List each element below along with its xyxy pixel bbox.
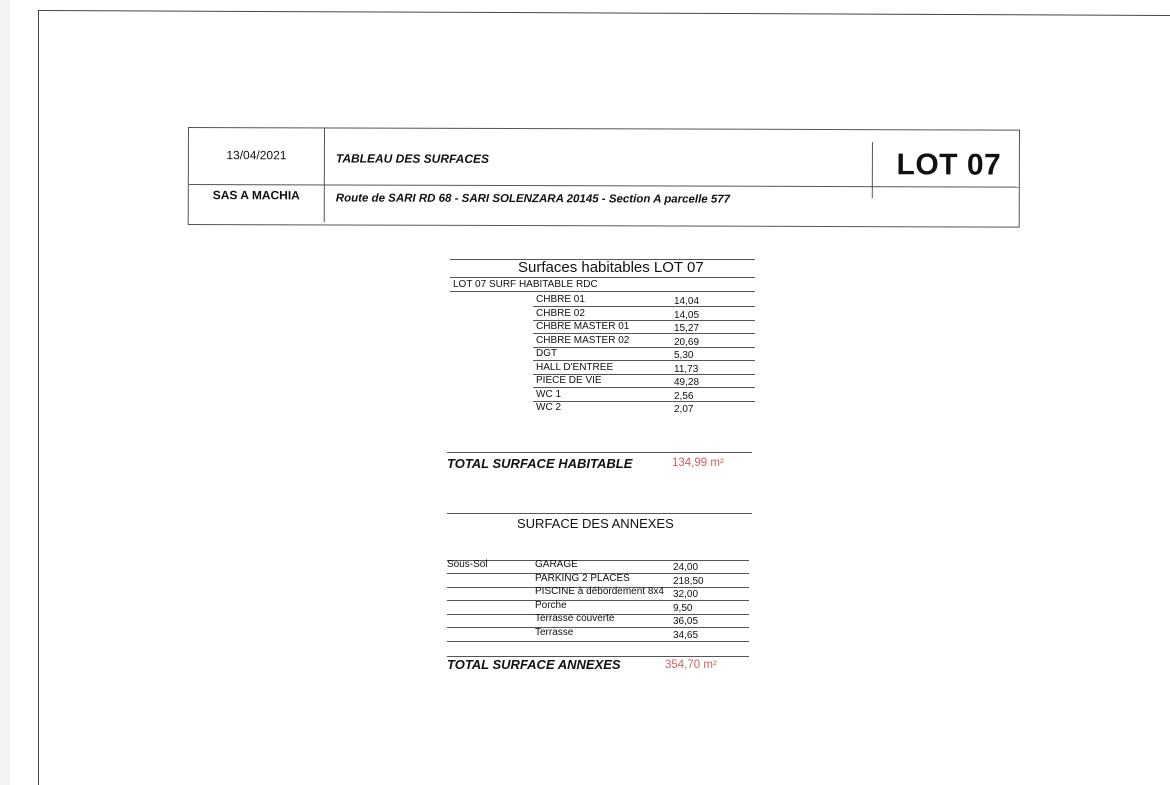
header-divider [872,142,873,198]
room-name: WC 1 [536,388,561,400]
room-name: WC 2 [536,402,561,413]
habitable-section-label: LOT 07 SURF HABITABLE RDC [453,279,598,290]
room-area: 11,73 [674,363,699,375]
habitable-total-value: 134,99 m² [672,457,724,469]
annex-area: 32,00 [673,589,699,600]
habitable-total-label: TOTAL SURFACE HABITABLE [447,456,633,471]
room-area: 49,28 [674,377,700,388]
annexes-total-label: TOTAL SURFACE ANNEXES [447,657,621,672]
table-rule [450,277,755,278]
header-divider [189,184,1019,188]
room-name: CHBRE 02 [536,307,585,319]
annex-item: Porche [535,599,567,611]
room-area: 14,04 [674,296,700,307]
row-rule [533,347,755,348]
annex-area: 9,50 [673,602,693,614]
room-area: 5,30 [674,350,694,361]
annex-item: PISCINE à débordement 8x4 [535,586,664,597]
room-name: PIECE DE VIE [536,375,602,386]
room-area: 14,05 [674,309,700,321]
annexes-total-value: 354,70 m² [665,659,717,671]
annexes-caption: SURFACE DES ANNEXES [517,516,674,531]
room-name: CHBRE MASTER 01 [536,321,630,332]
annex-item: Terrasse [535,626,574,638]
header-company: SAS A MACHIA [212,188,300,203]
header-lot-number: LOT 07 [896,148,1002,182]
header-divider [324,128,325,222]
row-rule [447,641,749,642]
row-rule [533,387,755,388]
annex-item: GARAGE [535,559,578,570]
annex-item: Terrasse couverte [535,613,615,624]
annex-area: 36,05 [673,616,699,627]
document-page [10,0,1170,785]
room-area: 2,07 [674,404,694,415]
table-rule [447,560,749,561]
page-border-left [38,10,39,785]
annex-area: 218,50 [673,575,704,587]
room-name: DGT [536,348,558,359]
room-area: 20,69 [674,336,700,348]
table-rule [450,291,755,292]
header-table [188,127,1020,228]
annexes-level-label: Sous-Sol [447,559,488,570]
annex-area: 34,65 [673,629,699,641]
room-area: 15,27 [674,323,700,334]
table-rule [447,452,752,453]
table-rule [447,513,752,514]
annex-area: 24,00 [673,562,699,573]
row-rule [447,600,749,601]
room-name: CHBRE 01 [536,294,585,305]
page-border-top [38,10,1170,16]
header-title: TABLEAU DES SURFACES [335,151,490,166]
header-date: 13/04/2021 [226,148,287,163]
row-rule [447,627,749,628]
habitable-caption: Surfaces habitables LOT 07 [518,259,704,276]
header-address: Route de SARI RD 68 - SARI SOLENZARA 20145 - Section A parcelle 577 [335,192,731,206]
room-name: HALL D'ENTREE [536,361,614,373]
annex-item: PARKING 2 PLACES [535,572,630,584]
room-area: 2,56 [674,390,694,402]
row-rule [533,401,755,402]
room-name: CHBRE MASTER 02 [536,334,630,346]
